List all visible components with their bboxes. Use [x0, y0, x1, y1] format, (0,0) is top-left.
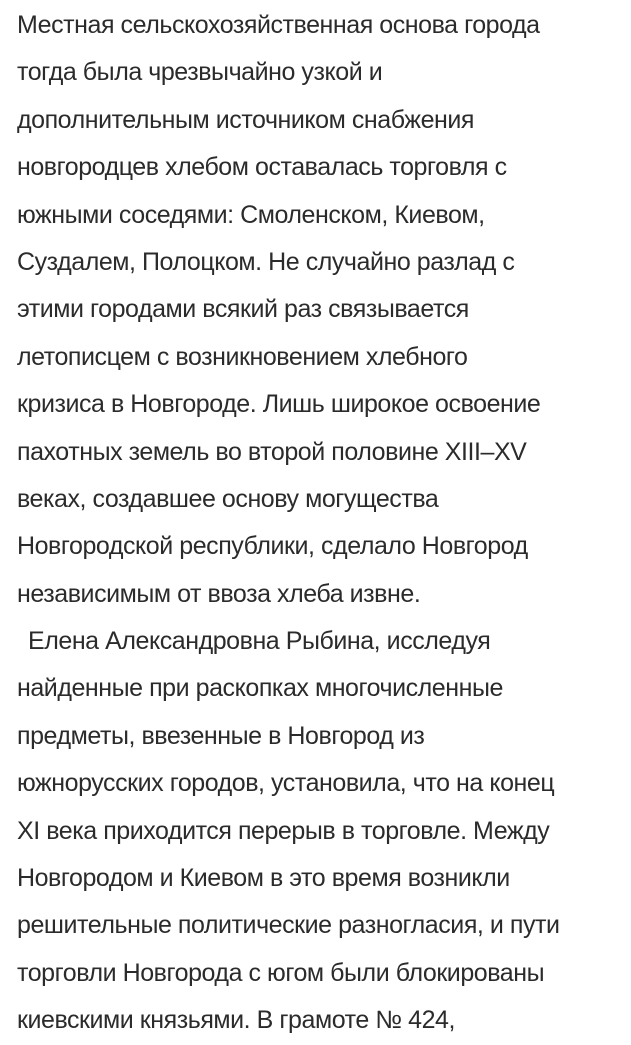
text-line: новгородцев хлебом оставалась торговля с — [17, 153, 507, 182]
text-line: Суздалем, Полоцком. Не случайно разлад с — [17, 247, 515, 276]
text-line: XI века приходится перерыв в торговле. Между — [17, 816, 550, 845]
text-line: киевскими князьями. В грамоте № 424, — [17, 1006, 455, 1035]
text-line: найденные при раскопках многочисленные — [17, 674, 503, 703]
paragraph-first-line: Елена Александровна Рыбина, исследуя — [28, 627, 491, 656]
text-line: предметы, ввезенные в Новгород из — [17, 721, 425, 750]
text-line: этими городами всякий раз связывается — [17, 295, 469, 324]
text-line: тогда была чрезвычайно узкой и — [17, 58, 383, 87]
text-line: дополнительным источником снабжения — [17, 105, 474, 134]
text-line: веках, создавшее основу могущества — [17, 484, 439, 513]
text-line: Новгородской республики, сделало Новгород — [17, 532, 528, 561]
text-line: южными соседями: Смоленском, Киевом, — [17, 200, 485, 229]
text-line: Новгородом и Киевом в это время возникли — [17, 864, 510, 893]
text-line: торговли Новгорода с югом были блокированы — [17, 958, 545, 987]
text-line: кризиса в Новгороде. Лишь широкое освоение — [17, 390, 541, 419]
text-line: пахотных земель во второй половине XIII–XV — [17, 437, 527, 466]
article-text — [17, 0, 629, 1045]
text-line: независимым от ввоза хлеба извне. — [17, 579, 421, 608]
text-line: летописцем с возникновением хлебного — [17, 342, 468, 371]
text-line: южнорусских городов, установила, что на конец — [17, 769, 555, 798]
text-line: Местная сельскохозяйственная основа города — [17, 11, 540, 39]
text-line: решительные политические разногласия, и пути — [17, 911, 560, 940]
